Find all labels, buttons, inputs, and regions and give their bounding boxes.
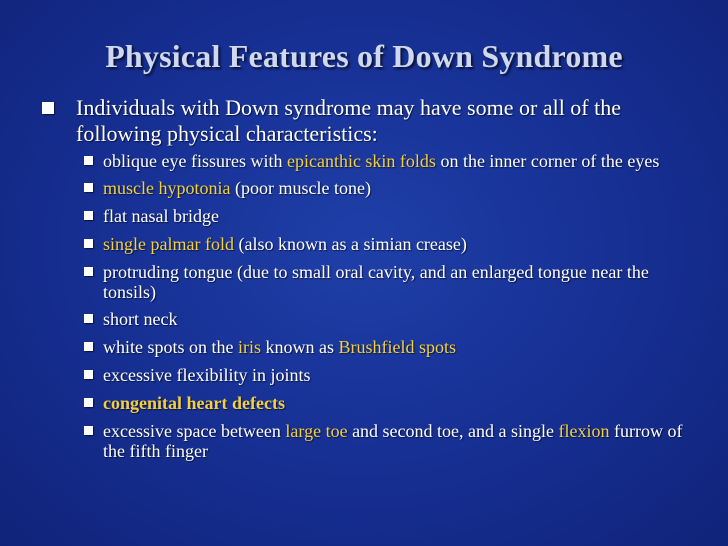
square-bullet-icon bbox=[84, 211, 93, 220]
item-text bbox=[103, 421, 690, 461]
item-text-pre: white spots on the bbox=[103, 337, 238, 357]
slide-title: Physical Features of Down Syndrome bbox=[105, 38, 623, 74]
iris-link[interactable]: iris bbox=[238, 337, 262, 357]
flexion-link[interactable]: flexion bbox=[558, 421, 610, 441]
list-item-toe-space bbox=[84, 421, 690, 461]
square-bullet-icon bbox=[84, 314, 93, 323]
square-bullet-icon bbox=[42, 102, 54, 114]
list-item-eye-fissures bbox=[84, 151, 690, 171]
square-bullet-icon bbox=[84, 267, 93, 276]
square-bullet-icon bbox=[84, 398, 93, 407]
item-text-post: on the inner corner of the eyes bbox=[435, 151, 660, 171]
item-text bbox=[103, 178, 371, 198]
square-bullet-icon bbox=[84, 426, 93, 435]
intro-bullet bbox=[40, 95, 690, 147]
item-text-post: (poor muscle tone) bbox=[230, 178, 371, 198]
item-text: short neck bbox=[103, 309, 178, 329]
list-item-palmar-fold bbox=[84, 234, 690, 254]
slide-content bbox=[40, 95, 690, 468]
square-bullet-icon bbox=[84, 370, 93, 379]
single-palmar-fold-link[interactable]: single palmar fold bbox=[103, 234, 234, 254]
square-bullet-icon bbox=[84, 239, 93, 248]
square-bullet-icon bbox=[84, 342, 93, 351]
item-text-pre: oblique eye fissures with bbox=[103, 151, 287, 171]
square-bullet-icon bbox=[84, 156, 93, 165]
square-bullet-icon bbox=[84, 183, 93, 192]
item-text: excessive flexibility in joints bbox=[103, 365, 311, 385]
congenital-heart-defects-link[interactable]: congenital heart defects bbox=[103, 393, 285, 413]
item-text: flat nasal bridge bbox=[103, 206, 219, 226]
item-text-pre: excessive space between bbox=[103, 421, 286, 441]
item-text bbox=[103, 337, 456, 357]
item-text-post: (also known as a simian crease) bbox=[233, 234, 467, 254]
list-item-iris-spots bbox=[84, 337, 690, 357]
item-text-mid: known as bbox=[261, 337, 339, 357]
list-item-joints bbox=[84, 365, 690, 385]
characteristics-list bbox=[84, 151, 690, 461]
list-item-nasal-bridge bbox=[84, 206, 690, 226]
list-item-heart-defects bbox=[84, 393, 690, 413]
large-toe-link[interactable]: large toe bbox=[285, 421, 348, 441]
item-text bbox=[103, 151, 659, 171]
epicanthic-skin-folds-link[interactable]: epicanthic skin folds bbox=[286, 151, 436, 171]
list-item-tongue bbox=[84, 262, 690, 302]
item-text-post: furrow of the fifth finger bbox=[103, 421, 683, 461]
item-text bbox=[103, 234, 467, 254]
brushfield-spots-link[interactable]: Brushfield spots bbox=[338, 337, 457, 357]
list-item-hypotonia bbox=[84, 178, 690, 198]
list-item-neck bbox=[84, 309, 690, 329]
muscle-hypotonia-link[interactable]: muscle hypotonia bbox=[103, 178, 231, 198]
item-text-mid: and second toe, and a single bbox=[347, 421, 559, 441]
intro-text: Individuals with Down syndrome may have some or all of the following physical characteristics: bbox=[76, 95, 622, 146]
item-text: protruding tongue (due to small oral cavity, and an enlarged tongue near the tonsils) bbox=[103, 262, 649, 302]
